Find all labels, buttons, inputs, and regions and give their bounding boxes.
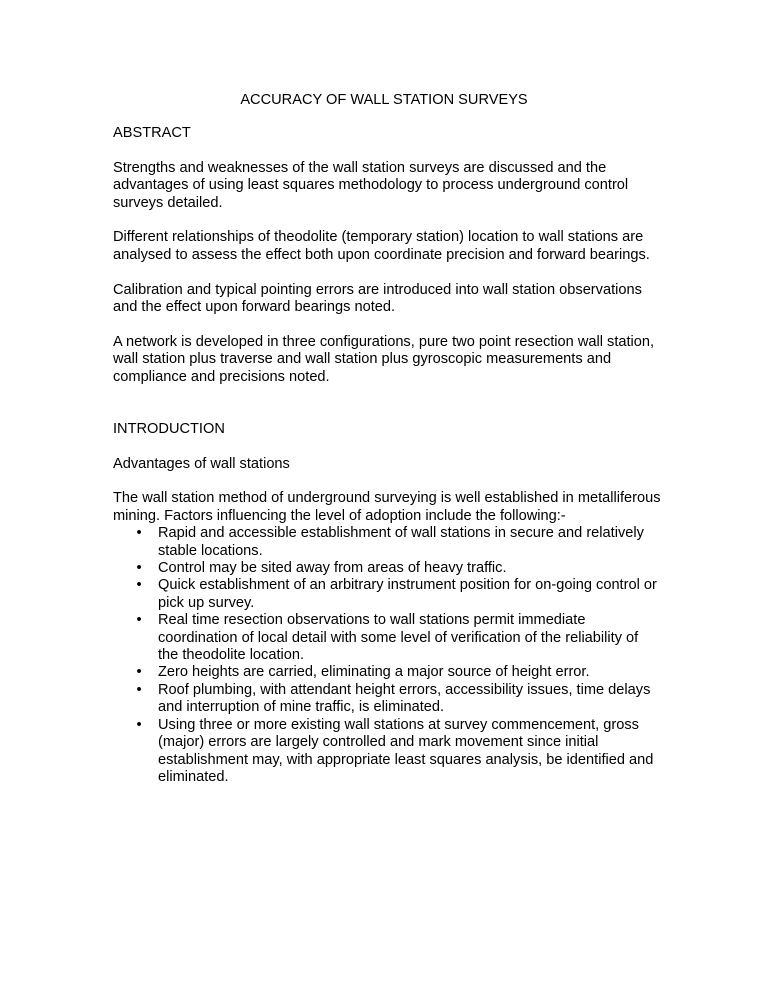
list-item xyxy=(113,525,661,560)
list-item xyxy=(113,717,661,787)
list-item-text: Real time resection observations to wall stations permit immediate coordination of local detail with some level of verification of the reliability of the theodolite location. xyxy=(158,612,639,664)
abstract-paragraph: A network is developed in three configurations, pure two point resection wall station, wall station plus traverse and wall station plus gyroscopic measurements and compliance and precisions noted. xyxy=(113,333,655,385)
bullet-icon: • xyxy=(136,681,142,698)
intro-paragraph: The wall station method of underground surveying is well established in metalliferous mining. Factors influencing the level of adoption include the following:- xyxy=(113,490,661,524)
document-body xyxy=(113,125,661,786)
bullet-icon: • xyxy=(136,560,142,577)
introduction-heading: INTRODUCTION xyxy=(113,420,225,437)
list-item xyxy=(113,612,661,664)
list-item-text: Rapid and accessible establishment of wall stations in secure and relatively stable locations. xyxy=(158,525,644,559)
list-item-text: Zero heights are carried, eliminating a major source of height error. xyxy=(158,664,590,681)
section-subheading: Advantages of wall stations xyxy=(113,455,290,472)
bullet-icon: • xyxy=(136,525,142,542)
list-item-text: Control may be sited away from areas of heavy traffic. xyxy=(158,560,507,577)
advantages-list xyxy=(113,525,661,786)
list-item xyxy=(113,560,661,577)
bullet-icon: • xyxy=(136,716,142,733)
abstract-paragraph: Different relationships of theodolite (temporary station) location to wall stations are analysed to assess the effect both upon coordinate precision and forward bearings. xyxy=(113,229,650,263)
list-item xyxy=(113,682,661,717)
list-item xyxy=(113,577,661,612)
bullet-icon: • xyxy=(136,612,142,629)
list-item-text: Quick establishment of an arbitrary instrument position for on-going control or pick up survey. xyxy=(158,577,657,611)
section-spacer xyxy=(113,403,661,420)
abstract-paragraph: Strengths and weaknesses of the wall station surveys are discussed and the advantages of using least squares methodology to process underground control surveys detailed. xyxy=(113,159,629,211)
list-item-text: Roof plumbing, with attendant height errors, accessibility issues, time delays and interruption of mine traffic, is eliminated. xyxy=(158,681,651,716)
abstract-paragraph: Calibration and typical pointing errors are introduced into wall station observations and the effect upon forward bearings noted. xyxy=(113,281,642,316)
list-item-text: Using three or more existing wall stations at survey commencement, gross (major) errors are largely controlled and mark movement since initial establishment may, with appropriate least squares analysis, be identified and eliminated. xyxy=(158,716,654,785)
document-title: ACCURACY OF WALL STATION SURVEYS xyxy=(240,92,528,108)
bullet-icon: • xyxy=(136,664,142,681)
list-item xyxy=(113,664,661,681)
bullet-icon: • xyxy=(136,577,142,594)
abstract-heading: ABSTRACT xyxy=(113,125,191,141)
